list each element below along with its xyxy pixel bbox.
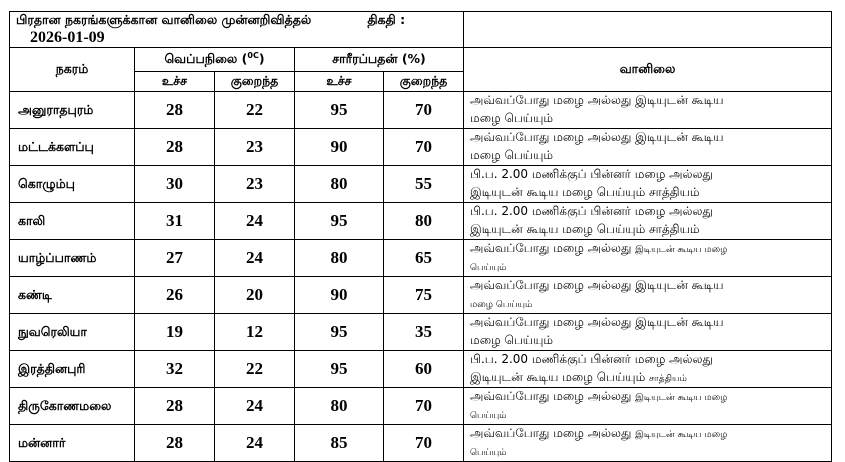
weather-text: மழை பெய்யும்	[470, 111, 554, 125]
forecast-table	[9, 11, 832, 462]
weather-text-small: இடியுடன் கூடிய மழை	[635, 245, 728, 255]
table-row	[10, 129, 832, 166]
humidity-low-cell: 55	[384, 166, 464, 203]
humidity-low-cell: 35	[384, 314, 464, 351]
page-title: பிரதான நகரங்களுக்கான வானிலை முன்னறிவித்தல்	[16, 12, 312, 27]
temp-high-cell: 32	[135, 351, 215, 388]
temperature-header: வெப்பநிலை ($^{0C}$)	[135, 48, 295, 72]
city-cell: நுவரெலியா	[10, 314, 135, 351]
weather-text-small: பெய்யும்	[470, 263, 507, 273]
date-value: 2026-01-09	[30, 29, 105, 46]
weather-text-small: பெய்யும்	[470, 411, 507, 421]
temp-low-cell: 23	[215, 166, 295, 203]
weather-line-1	[470, 388, 831, 406]
weather-line-1	[470, 277, 831, 295]
city-cell: அனுராதபுரம்	[10, 92, 135, 129]
weather-text: இடியுடன் கூடிய மழை பெய்யும்	[470, 370, 650, 384]
weather-line-2	[470, 295, 831, 313]
weather-text: பி.ப. 2.00 மணிக்குப் பின்னர் மழை அல்லது	[470, 167, 713, 181]
weather-line-1	[470, 129, 831, 147]
humidity-high-cell: 95	[295, 203, 384, 240]
weather-cell	[464, 92, 832, 129]
temp-high-cell: 27	[135, 240, 215, 277]
weather-text: இடியுடன் கூடிய மழை பெய்யும் சாத்தியம்	[470, 185, 700, 199]
weather-text: மழை பெய்யும்	[470, 333, 554, 347]
weather-cell	[464, 166, 832, 203]
temp-high-cell: 30	[135, 166, 215, 203]
weather-text-small: சாத்தியம்	[649, 374, 687, 384]
humidity-low-cell: 70	[384, 129, 464, 166]
weather-line-2	[470, 369, 831, 387]
weather-line-2	[470, 406, 831, 424]
weather-text: அவ்வப்போது மழை அல்லது இடியுடன் கூடிய	[470, 93, 724, 107]
weather-line-2	[470, 221, 831, 239]
weather-text-small: பெய்யும்	[470, 448, 507, 458]
humidity-low-cell: 80	[384, 203, 464, 240]
weather-line-1	[470, 166, 831, 184]
humidity-low-cell: 70	[384, 425, 464, 462]
temp-high-cell: 28	[135, 92, 215, 129]
temp-low-cell: 20	[215, 277, 295, 314]
city-cell: மட்டக்களப்பு	[10, 129, 135, 166]
city-cell: கண்டி	[10, 277, 135, 314]
humidity-high-cell: 95	[295, 92, 384, 129]
weather-text: அவ்வப்போது மழை அல்லது இடியுடன் கூடிய	[470, 278, 724, 292]
weather-header: வானிலை	[464, 48, 832, 92]
weather-cell	[464, 277, 832, 314]
weather-cell	[464, 240, 832, 277]
temp-high-cell: 26	[135, 277, 215, 314]
weather-line-2	[470, 258, 831, 276]
city-cell: திருகோணமலை	[10, 388, 135, 425]
title-empty-cell	[464, 12, 832, 48]
weather-cell	[464, 129, 832, 166]
temp-high-cell: 28	[135, 129, 215, 166]
humidity-low-header: குறைந்த	[384, 72, 464, 92]
weather-cell	[464, 425, 832, 462]
humidity-high-cell: 90	[295, 277, 384, 314]
table-row	[10, 92, 832, 129]
humidity-low-cell: 70	[384, 92, 464, 129]
table-row	[10, 203, 832, 240]
temp-low-cell: 24	[215, 240, 295, 277]
weather-text-small: மழை பெய்யும்	[470, 300, 533, 310]
weather-line-1	[470, 240, 831, 258]
table-row	[10, 425, 832, 462]
temp-high-cell: 28	[135, 425, 215, 462]
table-row	[10, 166, 832, 203]
temp-high-header: உச்ச	[135, 72, 215, 92]
weather-text: பி.ப. 2.00 மணிக்குப் பின்னர் மழை அல்லது	[470, 352, 713, 366]
humidity-low-cell: 60	[384, 351, 464, 388]
weather-line-1	[470, 351, 831, 369]
table-row	[10, 388, 832, 425]
weather-text-small: இடியுடன் கூடிய மழை	[635, 393, 728, 403]
temp-low-cell: 24	[215, 203, 295, 240]
weather-text: மழை பெய்யும்	[470, 148, 554, 162]
temp-low-cell: 22	[215, 351, 295, 388]
weather-cell	[464, 314, 832, 351]
weather-text: பி.ப. 2.00 மணிக்குப் பின்னர் மழை அல்லது	[470, 204, 713, 218]
weather-text-small: இடியுடன் கூடிய மழை	[635, 430, 728, 440]
temp-low-header: குறைந்த	[215, 72, 295, 92]
weather-text: இடியுடன் கூடிய மழை பெய்யும் சாத்தியம்	[470, 222, 700, 236]
weather-line-2	[470, 147, 831, 165]
temp-low-cell: 22	[215, 92, 295, 129]
temp-low-cell: 24	[215, 388, 295, 425]
title-bar	[10, 12, 832, 48]
weather-text: அவ்வப்போது மழை அல்லது	[470, 241, 636, 255]
city-cell: கொழும்பு	[10, 166, 135, 203]
humidity-low-cell: 65	[384, 240, 464, 277]
weather-line-2	[470, 332, 831, 350]
weather-line-1	[470, 425, 831, 443]
table-row	[10, 277, 832, 314]
humidity-high-cell: 80	[295, 166, 384, 203]
humidity-high-header: உச்ச	[295, 72, 384, 92]
temp-high-cell: 19	[135, 314, 215, 351]
humidity-high-cell: 80	[295, 388, 384, 425]
humidity-high-cell: 85	[295, 425, 384, 462]
title-cell	[10, 12, 464, 48]
temp-low-cell: 24	[215, 425, 295, 462]
humidity-high-cell: 90	[295, 129, 384, 166]
weather-text: அவ்வப்போது மழை அல்லது	[470, 426, 636, 440]
header-row	[10, 48, 832, 72]
humidity-low-cell: 75	[384, 277, 464, 314]
city-cell: காலி	[10, 203, 135, 240]
weather-text: அவ்வப்போது மழை அல்லது	[470, 389, 636, 403]
temp-high-cell: 28	[135, 388, 215, 425]
table-row	[10, 240, 832, 277]
table-row	[10, 351, 832, 388]
weather-line-1	[470, 92, 831, 110]
city-cell: மன்னார்	[10, 425, 135, 462]
city-cell: இரத்தினபுரி	[10, 351, 135, 388]
date-label: திகதி :	[367, 12, 406, 27]
temp-low-cell: 23	[215, 129, 295, 166]
temperature-unit: 0C	[247, 50, 259, 60]
weather-line-2	[470, 110, 831, 128]
weather-cell	[464, 388, 832, 425]
weather-line-1	[470, 314, 831, 332]
weather-text: அவ்வப்போது மழை அல்லது இடியுடன் கூடிய	[470, 130, 724, 144]
humidity-low-cell: 70	[384, 388, 464, 425]
weather-line-2	[470, 443, 831, 461]
weather-cell	[464, 351, 832, 388]
temp-high-cell: 31	[135, 203, 215, 240]
city-header: நகரம்	[10, 48, 135, 92]
table-row	[10, 314, 832, 351]
forecast-document	[9, 11, 831, 458]
city-cell: யாழ்ப்பாணம்	[10, 240, 135, 277]
humidity-high-cell: 95	[295, 314, 384, 351]
weather-line-2	[470, 184, 831, 202]
weather-text: அவ்வப்போது மழை அல்லது இடியுடன் கூடிய	[470, 315, 724, 329]
humidity-high-cell: 95	[295, 351, 384, 388]
weather-line-1	[470, 203, 831, 221]
humidity-header: சாரீரப்பதன் (%)	[295, 48, 464, 72]
temp-low-cell: 12	[215, 314, 295, 351]
humidity-high-cell: 80	[295, 240, 384, 277]
weather-cell	[464, 203, 832, 240]
